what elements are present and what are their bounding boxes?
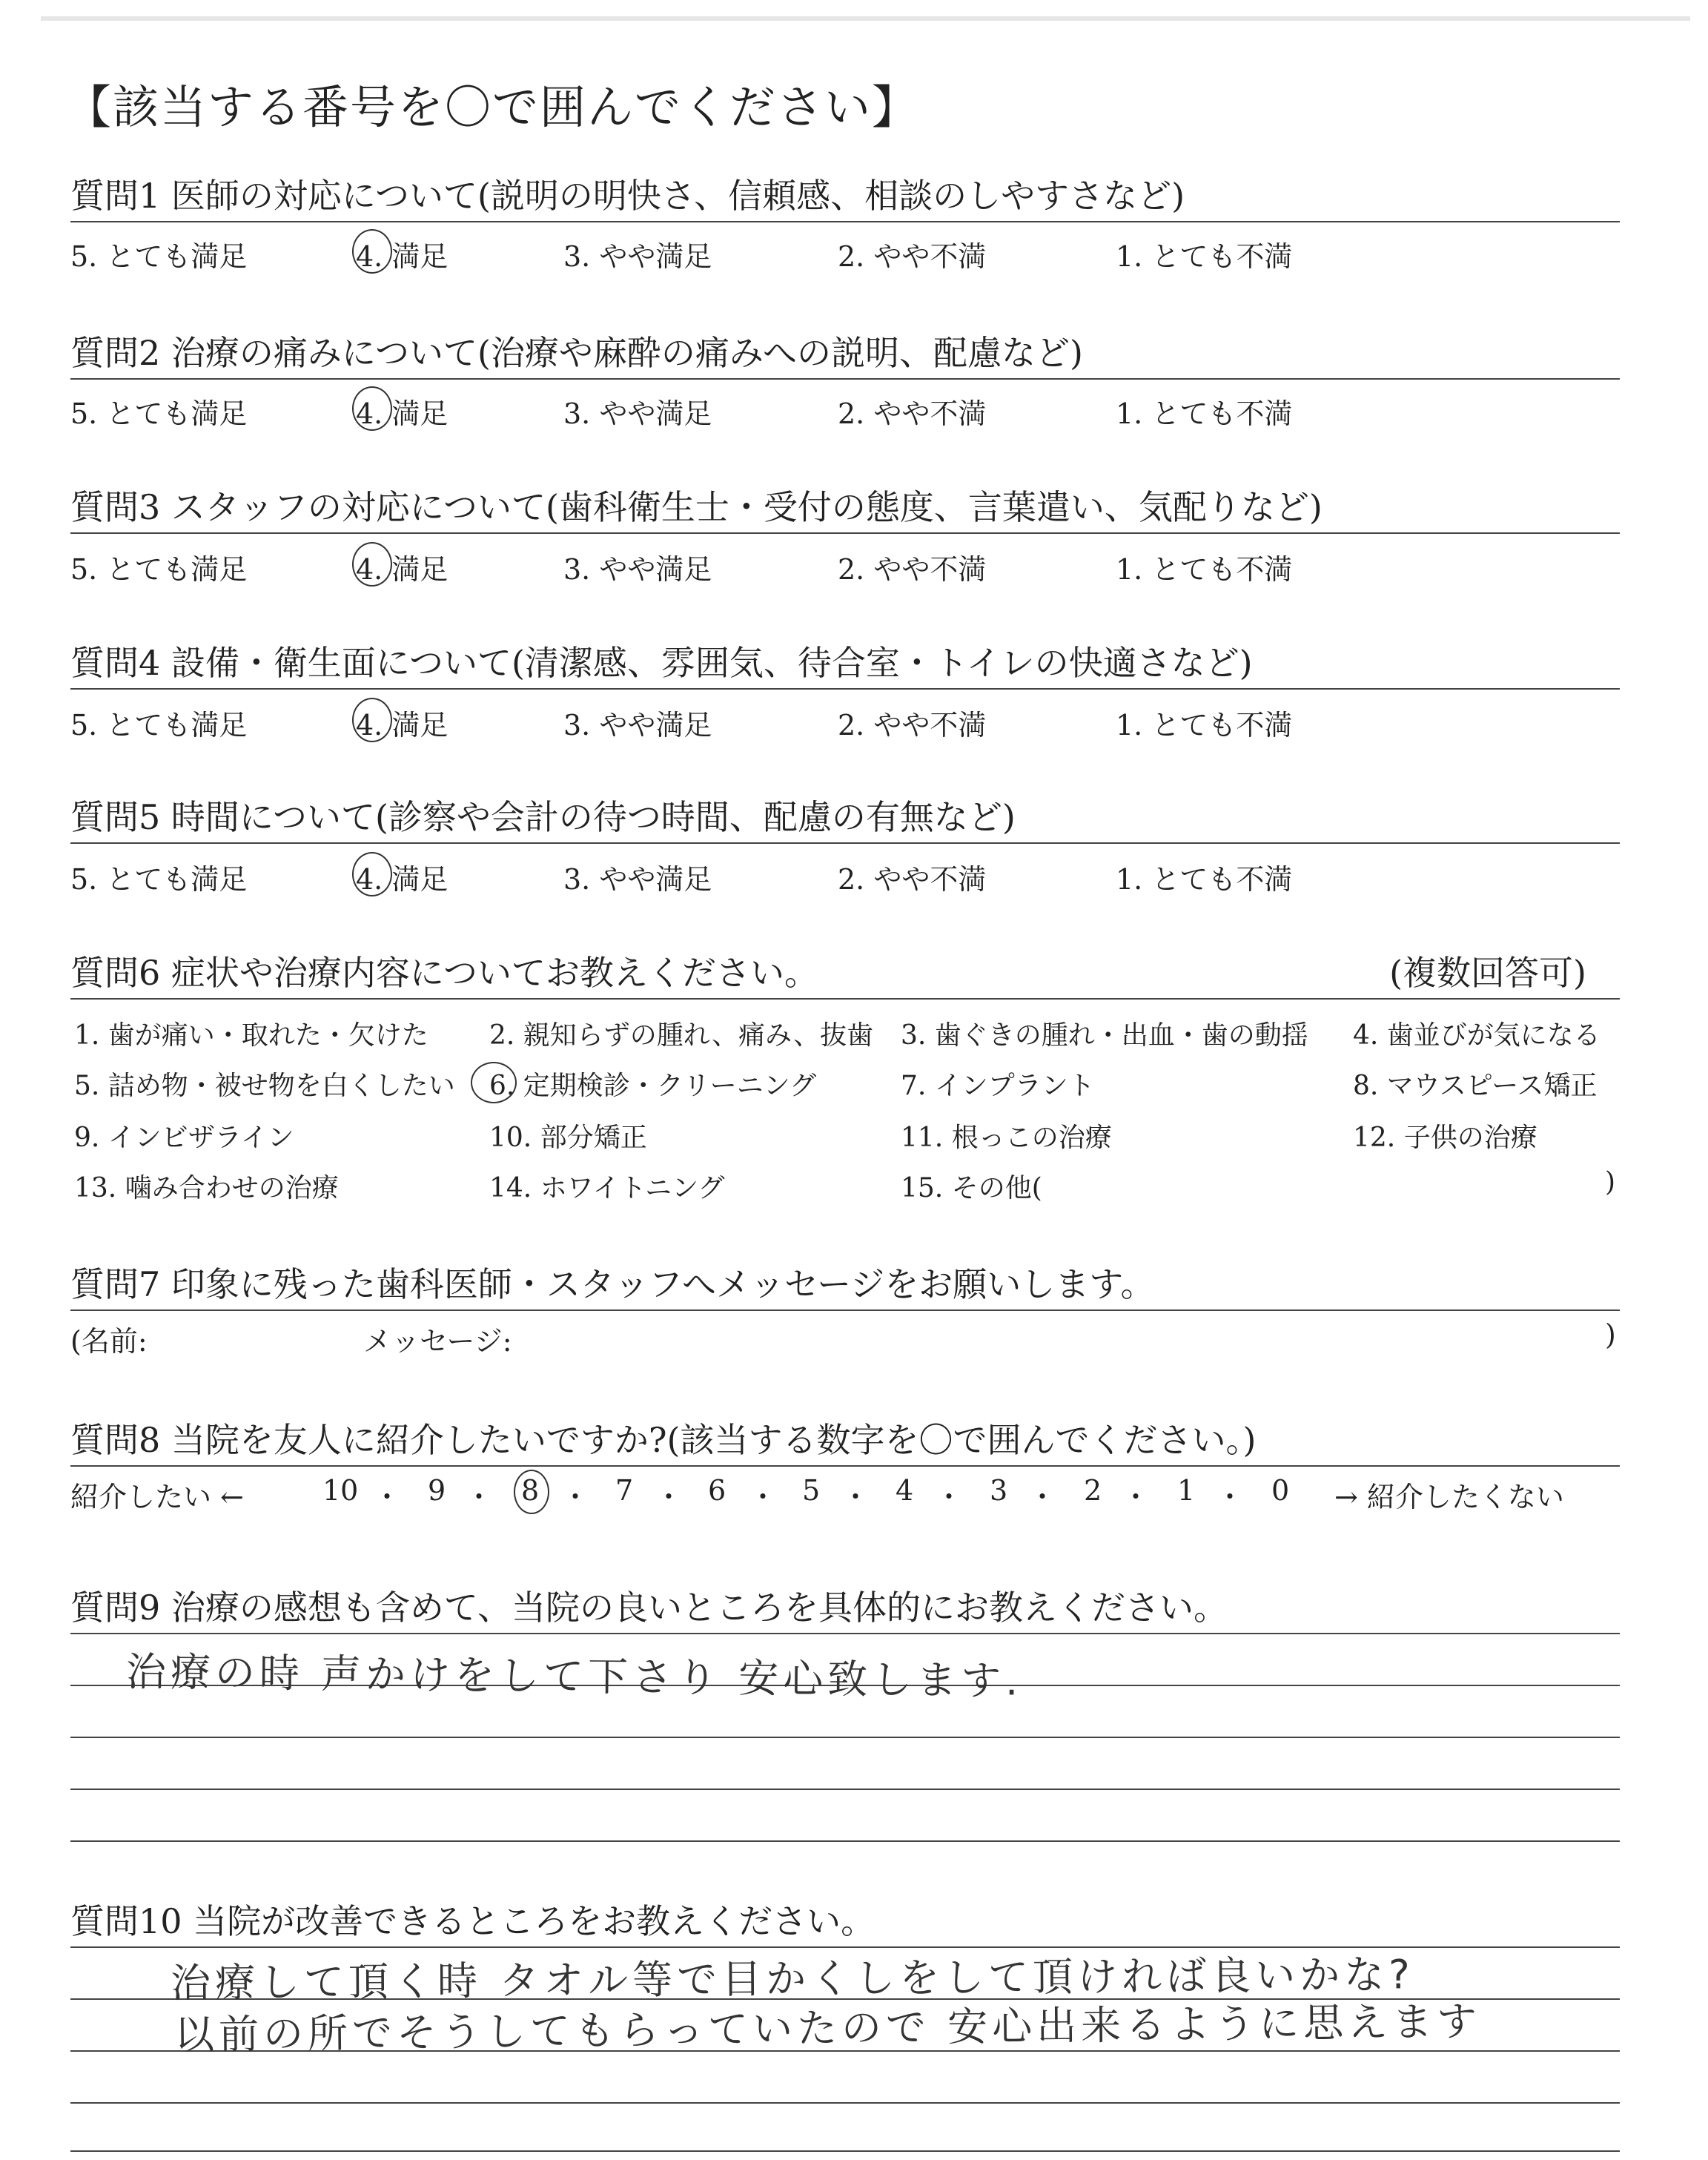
scale-dot: ・ bbox=[1028, 1481, 1057, 1513]
scale-dot: ・ bbox=[1122, 1481, 1151, 1513]
question-5 bbox=[70, 790, 1620, 839]
message-label[interactable]: メッセージ: bbox=[363, 1325, 512, 1358]
option-2[interactable]: 2. やや不満 bbox=[838, 553, 987, 586]
question-rule bbox=[70, 532, 1620, 534]
scale-number[interactable]: 6 bbox=[708, 1474, 726, 1507]
question-7 bbox=[70, 1258, 1620, 1307]
question-label: 質問6 症状や治療内容についてお教えください。 bbox=[70, 953, 818, 993]
symptom-option[interactable]: 10. 部分矯正 bbox=[489, 1123, 647, 1153]
answer-line bbox=[70, 2150, 1620, 2152]
answer-line bbox=[70, 1789, 1620, 1790]
option-5[interactable]: 5. とても満足 bbox=[70, 397, 248, 430]
scale-number[interactable]: 0 bbox=[1271, 1474, 1290, 1507]
selection-circle bbox=[352, 386, 392, 431]
selection-circle bbox=[352, 698, 392, 742]
scale-dot: ・ bbox=[841, 1481, 870, 1513]
scale-left-label: 紹介したい ← bbox=[70, 1481, 244, 1513]
question-label: 質問2 治療の痛みについて(治療や麻酔の痛みへの説明、配慮など) bbox=[70, 333, 1083, 373]
option-5[interactable]: 5. とても満足 bbox=[70, 553, 248, 586]
scale-dot: ・ bbox=[1216, 1481, 1245, 1513]
option-5[interactable]: 5. とても満足 bbox=[70, 240, 248, 273]
symptom-option[interactable]: 14. ホワイトニング bbox=[489, 1173, 725, 1203]
scale-number[interactable]: 10 bbox=[322, 1474, 359, 1507]
symptom-option[interactable]: 9. インビザライン bbox=[74, 1123, 294, 1153]
symptom-option[interactable]: 2. 親知らずの腫れ、痛み、抜歯 bbox=[489, 1020, 874, 1051]
question-6-options bbox=[70, 1014, 1620, 1207]
option-5[interactable]: 5. とても満足 bbox=[70, 709, 248, 742]
option-3[interactable]: 3. やや満足 bbox=[563, 553, 712, 586]
symptom-option[interactable]: 7. インプラント bbox=[901, 1071, 1095, 1101]
scale-dot: ・ bbox=[465, 1481, 494, 1513]
scale-dot: ・ bbox=[935, 1481, 964, 1513]
scale-number[interactable]: 5 bbox=[802, 1474, 821, 1507]
symptom-option[interactable]: 12. 子供の治療 bbox=[1353, 1123, 1537, 1153]
scale-number[interactable]: 2 bbox=[1084, 1474, 1102, 1507]
option-4[interactable]: 4. 満足 bbox=[356, 709, 448, 742]
scale-number[interactable]: 8 bbox=[521, 1474, 540, 1507]
scale-number[interactable]: 9 bbox=[428, 1474, 446, 1507]
option-3[interactable]: 3. やや満足 bbox=[563, 709, 712, 742]
option-3[interactable]: 3. やや満足 bbox=[563, 863, 712, 896]
question-1 bbox=[70, 169, 1620, 218]
handwritten-answer: 治療の時 声かけをして下さり 安心致します. bbox=[125, 1648, 1023, 1705]
scale-right-label: → 紹介したくない bbox=[1334, 1481, 1564, 1513]
option-4[interactable]: 4. 満足 bbox=[356, 553, 448, 586]
scale-dot: ・ bbox=[561, 1481, 590, 1513]
question-label: 質問9 治療の感想も含めて、当院の良いところを具体的にお教えください。 bbox=[70, 1588, 1228, 1628]
handwritten-answer: 以前の所でそうしてもらっていたので 安心出来るように思えます bbox=[173, 1998, 1482, 2058]
option-1[interactable]: 1. とても不満 bbox=[1116, 553, 1293, 586]
question-3 bbox=[70, 480, 1620, 529]
scan-edge bbox=[41, 16, 1690, 21]
question-rule bbox=[70, 1465, 1620, 1467]
scale-dot: ・ bbox=[749, 1481, 778, 1513]
symptom-option[interactable]: 5. 詰め物・被せ物を白くしたい bbox=[74, 1071, 455, 1101]
scale-number[interactable]: 1 bbox=[1177, 1474, 1196, 1507]
symptom-option[interactable]: 3. 歯ぐきの腫れ・出血・歯の動揺 bbox=[901, 1020, 1308, 1051]
answer-line bbox=[70, 1737, 1620, 1738]
option-3[interactable]: 3. やや満足 bbox=[563, 397, 712, 430]
question-rule bbox=[70, 688, 1620, 690]
option-2[interactable]: 2. やや不満 bbox=[838, 240, 987, 273]
scale-dot: ・ bbox=[655, 1481, 683, 1513]
question-label: 質問4 設備・衛生面について(清潔感、雰囲気、待合室・トイレの快適さなど) bbox=[70, 643, 1253, 683]
question-label: 質問1 医師の対応について(説明の明快さ、信頼感、相談のしやすさなど) bbox=[70, 176, 1185, 216]
option-4[interactable]: 4. 満足 bbox=[356, 397, 448, 430]
question-rule bbox=[70, 842, 1620, 844]
question-label: 質問3 スタッフの対応について(歯科衛生士・受付の態度、言葉遣い、気配りなど) bbox=[70, 487, 1323, 527]
scale-number[interactable]: 3 bbox=[990, 1474, 1008, 1507]
symptom-option[interactable]: 1. 歯が痛い・取れた・欠けた bbox=[74, 1020, 428, 1051]
question-9 bbox=[70, 1581, 1620, 1630]
option-2[interactable]: 2. やや不満 bbox=[838, 863, 987, 896]
symptom-option[interactable]: 4. 歯並びが気になる bbox=[1353, 1020, 1601, 1051]
question-8 bbox=[70, 1413, 1620, 1462]
scale-number[interactable]: 7 bbox=[615, 1474, 634, 1507]
symptom-option[interactable]: 6. 定期検診・クリーニング bbox=[489, 1071, 817, 1101]
symptom-option[interactable]: 13. 噛み合わせの治療 bbox=[74, 1173, 339, 1203]
handwritten-answer: 治療して頂く時 タオル等で目かくしをして頂ければ良いかな? bbox=[170, 1951, 1415, 2007]
question-label: 質問5 時間について(診察や会計の待つ時間、配慮の有無など) bbox=[70, 797, 1016, 837]
answer-line bbox=[70, 1840, 1620, 1842]
selection-circle bbox=[471, 1062, 517, 1103]
close-paren: ) bbox=[1605, 1318, 1616, 1351]
selection-circle bbox=[514, 1470, 549, 1514]
scale-dot: ・ bbox=[373, 1481, 402, 1513]
question-rule bbox=[70, 221, 1620, 222]
multiple-answer-note: (複数回答可) bbox=[1389, 953, 1586, 993]
name-label[interactable]: (名前: bbox=[70, 1325, 148, 1358]
question-label: 質問8 当院を友人に紹介したいですか?(該当する数字を〇で囲んでください。) bbox=[70, 1420, 1257, 1460]
option-4[interactable]: 4. 満足 bbox=[356, 240, 448, 273]
option-3[interactable]: 3. やや満足 bbox=[563, 240, 712, 273]
selection-circle bbox=[352, 229, 392, 274]
close-paren: ) bbox=[1605, 1167, 1616, 1198]
question-label: 質問10 当院が改善できるところをお教えください。 bbox=[70, 1901, 875, 1941]
question-rule bbox=[70, 998, 1620, 1000]
option-1[interactable]: 1. とても不満 bbox=[1116, 240, 1293, 273]
symptom-option[interactable]: 11. 根っこの治療 bbox=[901, 1123, 1112, 1153]
option-1[interactable]: 1. とても不満 bbox=[1116, 397, 1293, 430]
selection-circle bbox=[352, 852, 392, 896]
selection-circle bbox=[352, 542, 392, 587]
answer-line bbox=[70, 2102, 1620, 2104]
page-title: 【該当する番号を〇で囲んでください】 bbox=[65, 80, 920, 134]
question-6 bbox=[70, 946, 1620, 995]
question-10 bbox=[70, 1895, 1620, 1943]
option-1[interactable]: 1. とても不満 bbox=[1116, 709, 1293, 742]
option-2[interactable]: 2. やや不満 bbox=[838, 709, 987, 742]
question-2 bbox=[70, 326, 1620, 375]
question-rule bbox=[70, 1309, 1620, 1311]
option-2[interactable]: 2. やや不満 bbox=[838, 397, 987, 430]
question-rule bbox=[70, 378, 1620, 380]
symptom-option[interactable]: 15. その他( bbox=[901, 1173, 1042, 1203]
option-5[interactable]: 5. とても満足 bbox=[70, 863, 248, 896]
option-4[interactable]: 4. 満足 bbox=[356, 863, 448, 896]
symptom-option[interactable]: 8. マウスピース矯正 bbox=[1353, 1071, 1598, 1101]
question-4 bbox=[70, 636, 1620, 685]
question-label: 質問7 印象に残った歯科医師・スタッフへメッセージをお願いします。 bbox=[70, 1264, 1155, 1304]
answer-line bbox=[70, 1633, 1620, 1634]
scale-number[interactable]: 4 bbox=[896, 1474, 914, 1507]
option-1[interactable]: 1. とても不満 bbox=[1116, 863, 1293, 896]
